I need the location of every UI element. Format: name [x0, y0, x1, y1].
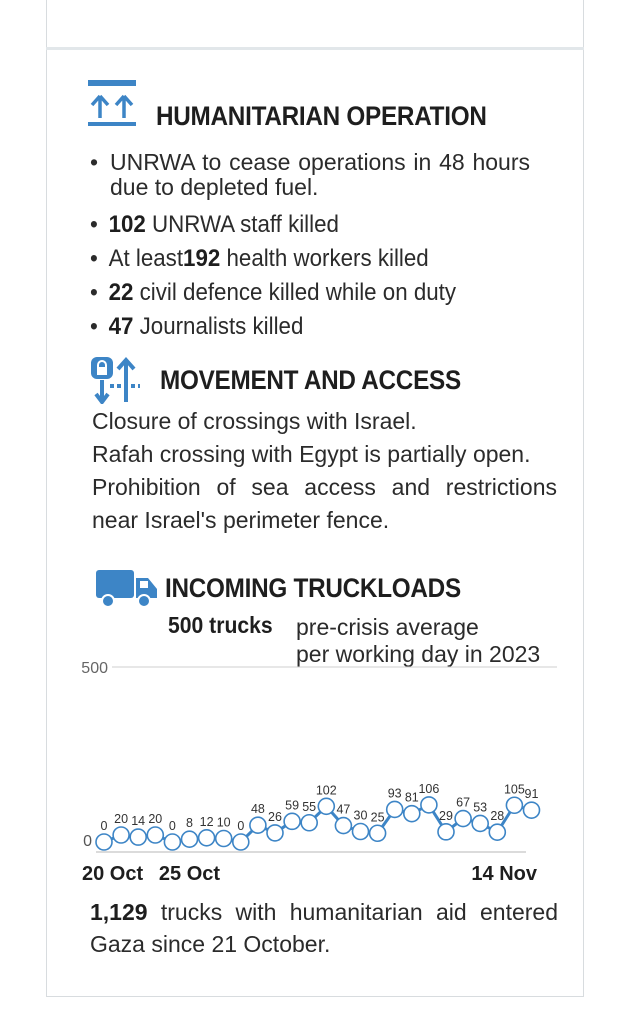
data-label: 105: [503, 782, 525, 797]
data-label: 12: [199, 814, 214, 829]
data-point: [353, 824, 369, 840]
humanitarian-heading: HUMANITARIAN OPERATION: [156, 101, 487, 131]
data-point: [524, 802, 540, 818]
precrisis-value: 500 trucks: [168, 612, 273, 638]
data-point: [489, 824, 505, 840]
data-label: 102: [315, 783, 337, 798]
list-item: • 47 Journalists killed: [90, 310, 527, 344]
data-point: [96, 834, 112, 850]
list-item: • 22 civil defence killed while on duty: [90, 276, 527, 310]
data-point: [335, 818, 351, 834]
data-point: [438, 824, 454, 840]
data-point: [216, 831, 232, 847]
data-label: 0: [100, 819, 108, 833]
truckloads-chart: [0, 640, 632, 890]
list-item: • 102 UNRWA staff killed: [90, 208, 527, 242]
data-point: [284, 813, 300, 829]
data-point: [506, 797, 522, 813]
data-label: 25: [370, 810, 385, 825]
data-label: 30: [353, 808, 368, 823]
upload-arrows-icon: [88, 80, 138, 128]
data-point: [267, 825, 283, 841]
truck-icon: [96, 570, 158, 608]
humanitarian-list: [90, 149, 530, 344]
data-label: 93: [387, 786, 402, 801]
y-tick-label: 0: [83, 833, 92, 850]
data-label: 91: [524, 787, 539, 802]
data-point: [387, 801, 403, 817]
data-label: 0: [168, 819, 176, 833]
data-label: 10: [216, 815, 231, 830]
data-point: [113, 827, 129, 843]
movement-line: Closure of crossings with Israel.: [92, 408, 417, 434]
precrisis-note: pre-crisis average per working day in 2023: [296, 614, 541, 667]
x-tick-label: 25 Oct: [158, 863, 221, 885]
data-point: [199, 830, 215, 846]
data-label: 26: [268, 809, 282, 824]
section-divider: [46, 47, 584, 50]
data-label: 106: [418, 781, 440, 796]
lock-arrows-icon: [90, 356, 142, 404]
data-label: 67: [456, 795, 471, 810]
data-point: [182, 831, 198, 847]
x-tick-label: 20 Oct: [82, 863, 144, 885]
data-point: [301, 815, 317, 831]
data-point: [250, 817, 266, 833]
data-point: [147, 827, 163, 843]
data-label: 53: [473, 800, 488, 815]
data-label: 28: [490, 809, 505, 824]
data-label: 20: [148, 812, 163, 826]
data-point: [370, 825, 386, 841]
list-item: • UNRWA to cease operations in 48 hours due to depleted fuel.: [90, 150, 530, 200]
x-tick-label: 14 Nov: [471, 863, 537, 885]
data-point: [164, 834, 180, 850]
data-point: [233, 834, 249, 850]
data-label: 20: [114, 812, 129, 826]
trucks-footer: 1,129 trucks with humanitarian aid entered Gaza since 21 October.: [90, 899, 558, 957]
data-label: 14: [131, 814, 146, 829]
movement-text: [92, 405, 557, 537]
data-label: 0: [237, 819, 245, 833]
data-label: 47: [336, 802, 351, 817]
data-label: 29: [439, 808, 453, 823]
data-label: 8: [186, 816, 193, 831]
data-label: 81: [404, 790, 419, 805]
data-point: [130, 829, 146, 845]
data-label: 55: [302, 799, 317, 814]
data-label: 48: [250, 802, 265, 817]
data-point: [404, 806, 420, 822]
data-point: [421, 797, 437, 813]
data-label: 59: [285, 798, 300, 813]
trucks-heading: INCOMING TRUCKLOADS: [165, 573, 461, 603]
movement-line: Rafah crossing with Egypt is partially open.: [92, 441, 531, 467]
data-point: [472, 815, 488, 831]
data-point: [455, 811, 471, 827]
data-point: [318, 798, 334, 814]
movement-line: Prohibition of sea access and restrictions near Israel's perimeter fence.: [92, 474, 557, 533]
list-item: • At least192 health workers killed: [90, 242, 527, 276]
movement-heading: MOVEMENT AND ACCESS: [160, 365, 461, 395]
y-tick-label: 500: [81, 660, 108, 677]
